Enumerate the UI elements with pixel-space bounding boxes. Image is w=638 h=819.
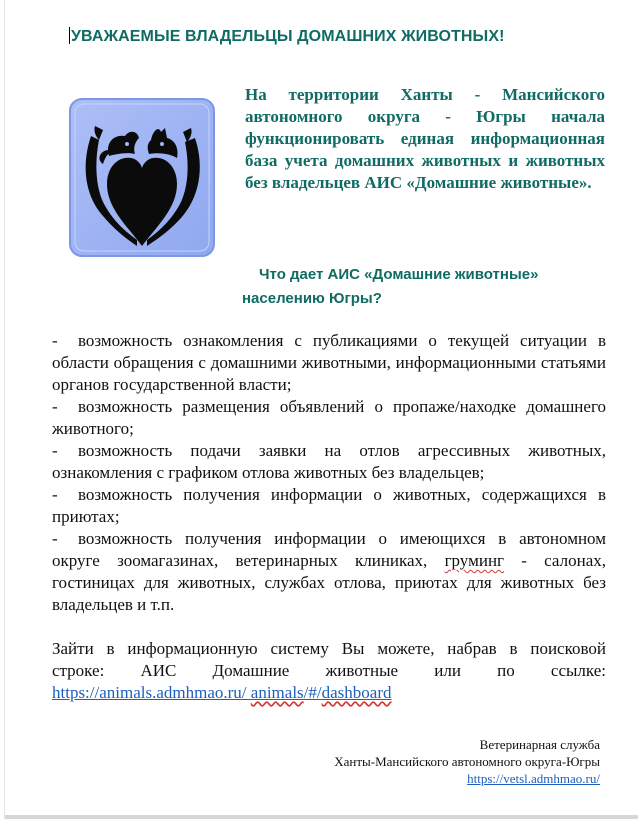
list-dash: - xyxy=(52,529,58,548)
access-line-2: строке: АИС Домашние животные или по ссылке: xyxy=(52,661,606,680)
intro-paragraph: На территории Ханты - Мансийского автономного округа - Югры начала функционировать единая информационная база учета домашних животных и животных без владельцев АИС «Домашние животные». xyxy=(245,85,605,192)
features-list xyxy=(52,330,606,616)
section-question xyxy=(242,263,614,311)
link-part[interactable]: dashboard xyxy=(321,683,392,702)
question-line-1: Что дает АИС «Домашние животные» xyxy=(259,266,539,283)
signature-block xyxy=(180,736,600,787)
hands-heart-pets-icon xyxy=(67,96,217,259)
list-item-text: возможность ознакомления с публикациями о текущей ситуации в области обращения с домашними животными, информационными статьями органов государственной власти; xyxy=(52,331,606,394)
list-item xyxy=(52,484,606,528)
link-part[interactable]: /#/ xyxy=(303,683,322,702)
link-part[interactable]: animals xyxy=(250,683,304,702)
document-page xyxy=(4,0,638,819)
list-item-text: - салонах, гостиницах для животных, службах отлова, приютах для животных без владельцев и т.п. xyxy=(52,551,606,614)
title-text: УВАЖАЕМЫЕ ВЛАДЕЛЬЦЫ ДОМАШНИХ ЖИВОТНЫХ! xyxy=(71,28,505,45)
link-part[interactable]: https://animals.admhmao.ru/ xyxy=(52,683,247,702)
list-item-text: возможность размещения объявлений о пропаже/находке домашнего животного; xyxy=(52,397,606,438)
list-item-text: возможность получения информации о имеющихся в автономном округе зоомагазинах, ветеринарных клиниках, xyxy=(52,529,606,570)
list-item xyxy=(52,528,606,616)
spellcheck-word: груминг xyxy=(444,551,505,570)
list-item xyxy=(52,396,606,440)
list-dash: - xyxy=(52,331,58,350)
question-line-2: населению Югры? xyxy=(242,290,382,307)
document-title xyxy=(69,27,589,46)
list-item xyxy=(52,330,606,396)
list-item xyxy=(52,440,606,484)
list-item-text: возможность подачи заявки на отлов агрессивных животных, ознакомления с графиком отлова животных без владельцев; xyxy=(52,441,606,482)
animals-portal-link[interactable] xyxy=(52,683,392,702)
access-paragraph xyxy=(52,638,606,704)
text-cursor xyxy=(69,27,70,44)
list-dash: - xyxy=(52,397,58,416)
list-item-text: возможность получения информации о животных, содержащихся в приютах; xyxy=(52,485,606,526)
signature-line-1: Ветеринарная служба xyxy=(479,737,600,752)
page-bottom-edge xyxy=(5,815,638,819)
signature-line-2: Ханты-Мансийского автономного округа-Югры xyxy=(334,754,600,769)
vet-service-link[interactable]: https://vetsl.admhmao.ru/ xyxy=(467,771,600,786)
access-line-1: Зайти в информационную систему Вы можете, набрав в поисковой xyxy=(52,639,606,658)
list-dash: - xyxy=(52,485,58,504)
list-dash: - xyxy=(52,441,58,460)
